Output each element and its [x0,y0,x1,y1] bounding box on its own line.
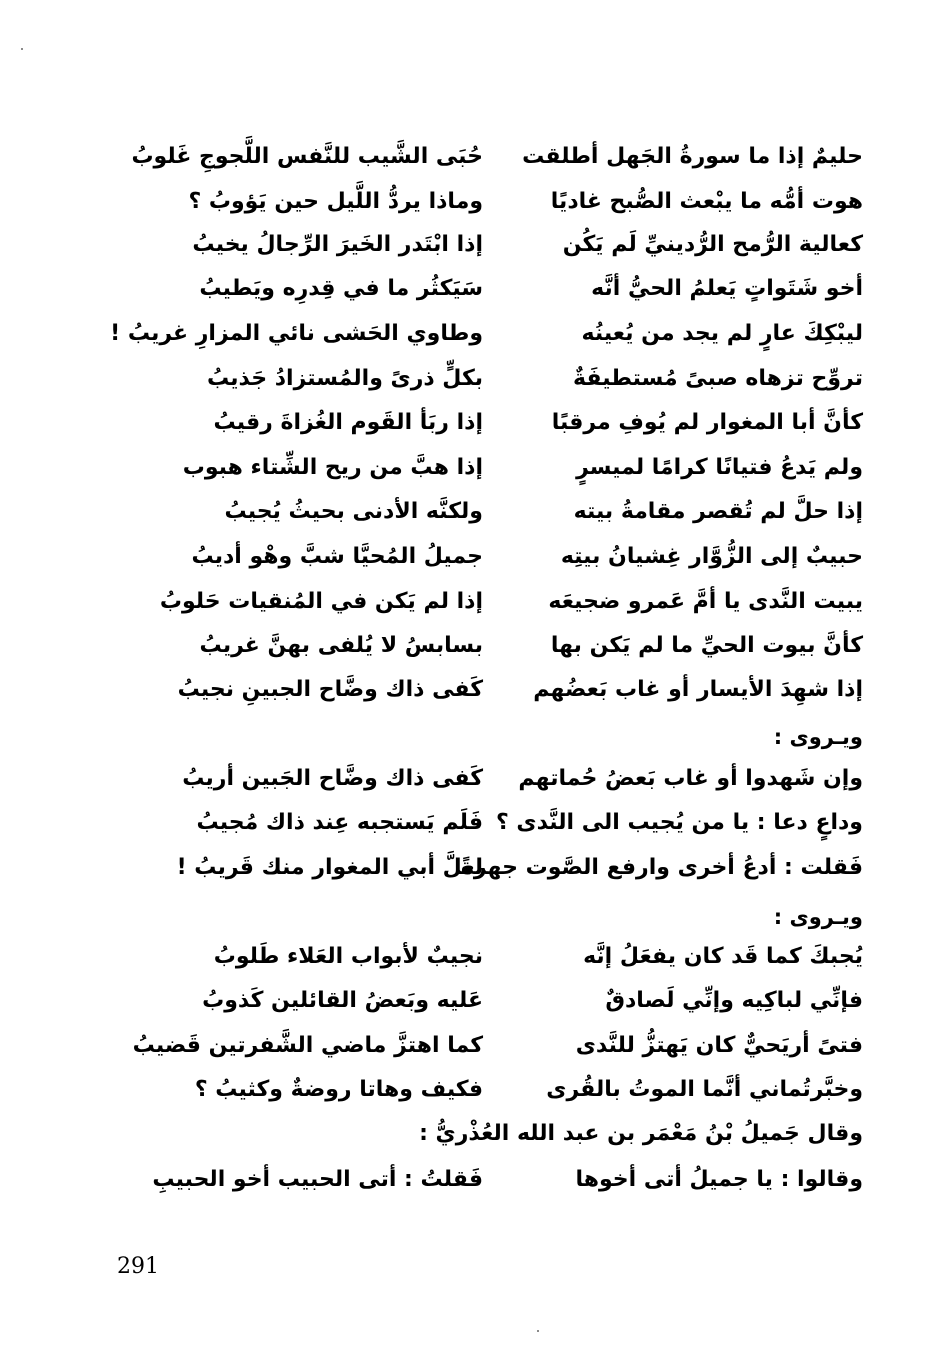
verse-right-10: حبيبٌ إلى الزُّوَّار غِشيانُ بيتِه [560,544,863,569]
verse-left-20: فكيف وهاتا روضةٌ وكثيبُ ؟ [194,1077,483,1102]
poet-attribution: وقال جَميلُ بْنُ مَعْمَر بن عبد الله العُذْريُّ : [419,1121,863,1146]
verse-left-1: حُبَى الشَّيب للنَّفس اللَّجوجِ غَلوبُ [131,144,483,169]
verse-left-14: كَفى ذاك وضَّاح الجَبين أريبُ [182,766,483,791]
verse-left-11: إذا لم يَكن في المُنقيات حَلوبُ [159,589,483,614]
verse-left-17: نجيبٌ لأبواب العَلاء طَلوبُ [213,944,483,969]
verse-right-19: فتىً أريَحيٌّ كان يَهتزُّ للنَّدى [575,1033,863,1058]
verse-left-10: جميلُ المُحيَّا شبَّ وهْو أديبُ [191,544,483,569]
verse-left-12: بسابسُ لا يُلفى بهنَّ غريبُ [199,633,483,658]
verse-left-4: سَيَكثُر ما في قِدرِه ويَطيبُ [199,276,483,301]
verse-left-18: عَليه وبَعضُ القائلين كَذوبُ [202,988,483,1013]
variant-heading-1: ويـروى : [773,725,863,749]
verse-left-16: لعلَّ أبي المغوار منك قَريبُ ! [176,855,483,880]
verse-right-15: وداعٍ دعا : يا من يُجيب الى النَّدى ؟ [496,810,863,835]
verse-right-4: أخو شَتَواتٍ يَعلمُ الحيُّ أنَّه [591,276,863,301]
verse-right-5: ليبْكِكَ عارٍ لم يجد من يُعينُه [581,321,863,346]
verse-left-6: بكلٍّ ذرىً والمُستزادُ جَذيبُ [206,366,483,391]
verse-right-11: يبيت النَّدى يا أمَّ عَمرو ضجيعَه [548,589,863,614]
verse-right-20: وخبَّرتُماني أنَّما الموتُ بالقُرى [546,1077,863,1102]
verse-left-19: كما اهتزَّ ماضي الشَّفرتين قَضيبُ [132,1033,483,1058]
verse-left-9: ولكنَّه الأدنى بحيثُ يُجيبُ [224,499,483,524]
verse-right-8: ولم يَدعُ فتيانًا كرامًا لميسرٍ [576,455,863,480]
verse-right-6: تروِّح تزهاه صبىً مُستطيفَةٌ [573,366,863,391]
verse-left-5: وطاوي الحَشى نائي المزارِ غريبُ ! [110,321,483,346]
verse-right-12: كأنَّ بيوت الحيِّ ما لم يَكن بها [550,633,863,658]
verse-right-14: وإن شَهدوا أو غاب بَعضُ حُماتهم [518,766,863,791]
verse-right-17: يُجبكَ كما قَد كان يفعَلُ إنَّه [583,944,863,969]
verse-right-9: إذا حلَّ لم تُقصر مقامةُ بيته [573,499,863,524]
verse-right-1: حليمٌ إذا ما سورةُ الجَهل أطلقت [522,144,863,169]
verse-right-16: فَقلت : أدعُ أخرى وارفع الصَّوت جهرةً [460,855,863,880]
scan-speck [537,1330,539,1332]
verse-left-3: إذا ابْتَدر الخَيرَ الرِّجالُ يخيبُ [192,232,483,257]
verse-right-7: كأنَّ أبا المغوار لم يُوفِ مرقبًا [551,410,863,435]
variant-heading-2: ويـروى : [773,905,863,929]
verse-left-final: فَقلتُ : أتى الحبيب أخو الحبيبِ [152,1167,483,1192]
verse-left-7: إذا ربَأ القَوم الغُزاةَ رقيبُ [213,410,483,435]
verse-left-15: فَلَم يَستجبه عِند ذاك مُجيبُ [196,810,483,835]
scan-speck [21,48,23,50]
page-number: 291 [117,1254,159,1279]
verse-right-3: كعالية الرُّمح الرُّدينيِّ لَم يَكُن [562,232,863,257]
verse-right-18: فإنِّي لباكِيه وإنِّي لَصادقٌ [605,988,863,1013]
verse-right-13: إذا شهِدَ الأيسار أو غاب بَعضُهم [533,677,863,702]
verse-right-2: هوت أمُّه ما يبْعث الصُّبح غاديًا [550,189,863,214]
verse-left-13: كَفى ذاك وضَّاح الجبينِ نجيبُ [177,677,483,702]
verse-right-final: وقالوا : يا جميلُ أتى أخوها [575,1167,863,1192]
verse-left-2: وماذا يردُّ اللَّيل حين يَؤوبُ ؟ [188,189,483,214]
verse-left-8: إذا هبَّ من ريح الشِّتاء هبوب [182,455,483,480]
